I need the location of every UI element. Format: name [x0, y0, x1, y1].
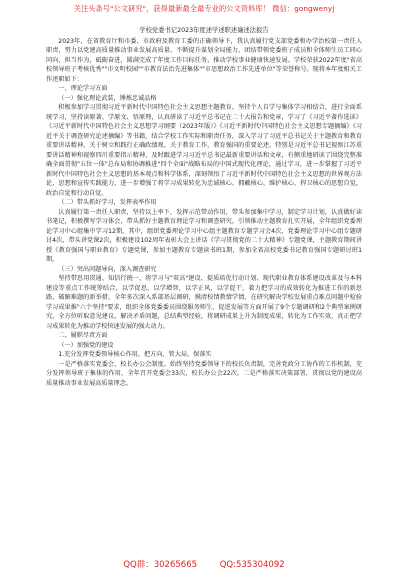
paragraph: 坚持带思用贯通、知信行统一，将学习与"双高"建设、提质培优行动计划、现代职业教育体系建设改革及与本科建设等重点工作统筹结合，以学促思，以学增智，以学正风，以学促干，着力把学习的成效转化为推进工作的新思路、破解难题的新举措，全年多次深入系部基层调研，摸清校情教情学情，在研究解决学校发展重点难点问题中检验学习成果推"六个坚持"要求，组织全体党委委员围绕服务师生，促进发展等方面开展了9个专题调研和2个典型案例研究，全方位听取意见建议，解决矛盾问题，总结典型经验，将调研成果上升为制度成果，转化为工作实效，真正把学习成果转化为推动学校快速发展的强大动力。 [46, 275, 362, 330]
footer-qq: QQ:535304092 [219, 560, 285, 570]
document-body [46, 26, 362, 388]
section-heading: 一、理论学习方面 [58, 85, 108, 92]
section-heading: 二、履职尽责方面 [58, 332, 108, 339]
paragraph: 一是严格落实党委会、校长办公会制度。始终坚持党委领导下的校长负责制，完善党政分工协作的工作机制，充分发挥领导班子集体的作用，全年召开党委会33次，校长办公会22次。二是严格落实决策部署，贯彻以党的建设高质量推动事业发展高质量理念。 [46, 360, 362, 387]
footer-qq-group: QQ群：30265665 [123, 560, 198, 570]
paragraph: 1.充分发挥党委领导核心作用，把方向、管大局、保落实 [58, 351, 212, 358]
top-banner: 关注头条号"公文研究"，获得最新最全最专业的公文资料库！ 微信：gongwenyj [73, 4, 335, 13]
document-title: 学校党委书记2023年度述学述职述廉述法报告 [139, 27, 269, 34]
subsection-heading: （一）强化理论武装，锤炼忠诚品格 [58, 94, 157, 102]
paragraph: 积极参加学习贯彻习近平新时代中国特色社会主义思想主题教育，坚持个人自学与集体学习相结合，进行全面系统学习，坚持读原著、学原文、悟原理，认真研读了习近平总书记在二十大报告和党章，学习了《习近平著作选读》《习近平新时代中国特色社会主义思想学习纲要（2023年版）》《习近平新时代中国特色社会主义思想专题摘编》《习近平关于调查研究论述摘编》等书籍，结合学校工作实际和职责任务，深入学习了习近平总书记关于主题教育和教育重要讲话精神，关于树立和践行正确政绩观、关于教育工作，教育强国的重要论述，特别是习近平总书记视察江苏重要讲话精神和视察四川重要指示精神，及时跟进学习习近平总书记最新重要讲话和文章，有侧重地研读了围绕完整准确全面贯彻"五位一体"总布局和协调推进"四个全面"战略布局的中国式现代化理论，通过学习，进一步掌握了习近平新时代中国特色社会主义思想的基本观点和科学体系，深刻领悟了习近平新时代中国特色社会主义思想的世界观方法论，思想和宣传实践能力，进一步增强了将学习成果转化为忠诚核心、拥戴核心、维护核心、捍卫核心的思想自觉，政治自觉和行动自觉。 [46, 104, 362, 197]
paragraph: 认真履行第一责任人职责，坚持以上率下，发挥示范带动作用，带头参加集中学习，制定学习计划，认真做好读书笔记，积极撰写学习体会，带头抓好主题教育理论学习和调查研究，引领推动主题教育扎实开展，全年组织党委理论学习中心组集中学习12期，其中，组织党委理论学习中心组主题教育专题学习会4次，党委理论学习中心组专题研讨4次，带头讲党课2次，积极建设102周年表彰大会上讲话《学习贯彻党的二十大精神》专题党课，主题教育期间讲授《教育强国与职业教育》专题党课，参加主题教育专题读书班1期，参加全省高校党委书记教育强国专题研讨班1期。 [46, 208, 362, 263]
paragraph: 2023年，在省教育厅和市委、市政府及教育工委的正确领导下，我认真履行党支部党委和办学治校第一责任人职责，努力以党建高质量推动事业发展高质量，不断提升谋划全局能力、团结带领党委班子成员和全体师生员工同心同向，担当作为，砥砺奋进，圆满完成了年度工作目标任务，推动学校事业健康快速发展。学校荣获2022年度"省高校领导班子考核优秀""市文明校园""市教育法治先进集体""市思想政治工作先进单位"等荣誉称号。现将本年度相关工作述职如下： [46, 37, 362, 83]
subsection-heading: （三）突出问题导向，深入调查研究 [58, 265, 157, 273]
subsection-heading: （二）带头抓好学习，发挥表率作用 [58, 199, 157, 206]
paragraph-list [46, 37, 362, 389]
subsection-heading: （一）加强党的建设 [58, 341, 114, 349]
footer [0, 558, 408, 570]
